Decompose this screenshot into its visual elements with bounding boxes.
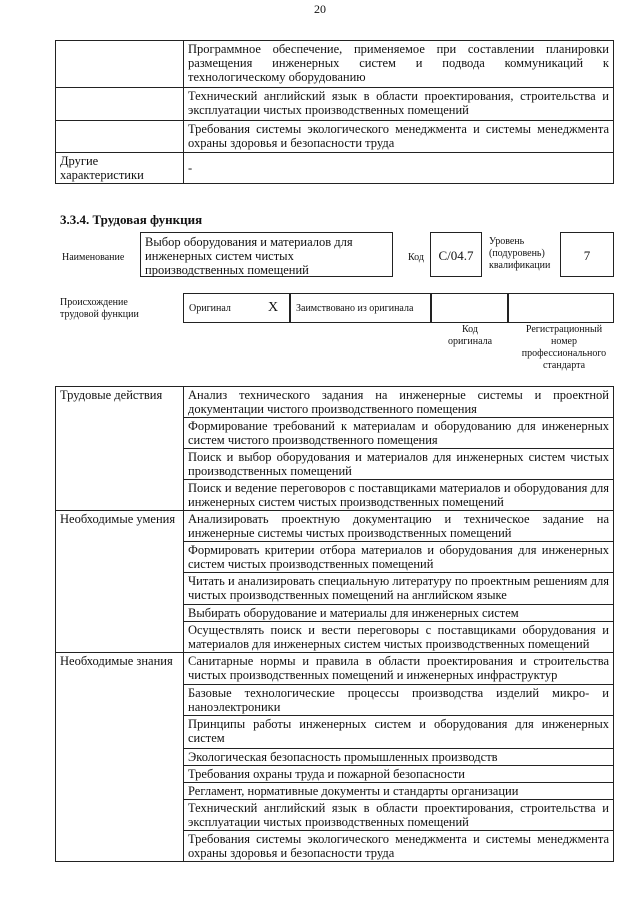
group-item: Санитарные нормы и правила в области проектирования и строительства чистых производственных помещений и инженерных инфраструктур [184, 653, 614, 685]
table-row [56, 653, 614, 685]
origin-label: Происхождение трудовой функции [60, 297, 139, 320]
table-row [56, 41, 614, 88]
top-table [55, 40, 614, 184]
group-item: Выбирать оборудование и материалы для инженерных систем [184, 605, 614, 622]
group-item: Анализ технического задания на инженерные системы и проектной документации чистого производственного помещения [184, 387, 614, 418]
code-caption: Код оригинала [447, 324, 493, 347]
group-item: Требования системы экологического менеджмента и системы менеджмента охраны здоровья и безопасности труда [184, 831, 614, 862]
row-text: - [184, 153, 614, 184]
group-item: Поиск и ведение переговоров с поставщиками материалов и оборудования для инженерных систем чистых производственных помещений [184, 480, 614, 511]
group-item: Регламент, нормативные документы и стандарты организации [184, 783, 614, 800]
row-label [56, 121, 184, 153]
group-item: Базовые технологические процессы производства изделий микро- и наноэлектроники [184, 685, 614, 716]
group-item: Формировать критерии отбора материалов и оборудования для инженерных систем чистых производственных помещений [184, 542, 614, 573]
group-label: Трудовые действия [56, 387, 184, 511]
row-text: Технический английский язык в области проектирования, строительства и эксплуатации чистых производственных помещений [184, 88, 614, 121]
table-row [56, 88, 614, 121]
group-item: Поиск и выбор оборудования и материалов для инженерных систем чистых производственных помещений [184, 449, 614, 480]
table-row [56, 153, 614, 184]
name-label: Наименование [62, 252, 125, 263]
origin-borrowed: Заимствовано из оригинала [296, 303, 414, 314]
function-code: С/04.7 [430, 232, 482, 277]
group-item: Осуществлять поиск и вести переговоры с поставщиками оборудования и материалов для инженерных систем чистых производственных помещений [184, 622, 614, 653]
group-item: Технический английский язык в области проектирования, строительства и эксплуатации чистых производственных помещений [184, 800, 614, 831]
level-value: 7 [560, 232, 614, 277]
group-item: Формирование требований к материалам и оборудованию для инженерных систем чистого производственного помещения [184, 418, 614, 449]
main-table [55, 386, 614, 862]
function-name: Выбор оборудования и материалов для инженерных систем чистых производственных помещений [140, 232, 393, 277]
level-label: Уровень (подуровень) квалификации [489, 236, 551, 271]
row-label [56, 88, 184, 121]
page-number: 20 [314, 2, 326, 16]
group-item: Требования охраны труда и пожарной безопасности [184, 766, 614, 783]
section-heading: 3.3.4. Трудовая функция [60, 212, 203, 227]
group-item: Анализировать проектную документацию и техническое задание на инженерные системы чистых производственных помещений [184, 511, 614, 542]
code-label: Код [408, 252, 424, 263]
row-label: Другие характеристики [56, 153, 184, 184]
reg-caption: Регистрационный номер профессионального стандарта [521, 324, 607, 371]
group-item: Экологическая безопасность промышленных производств [184, 749, 614, 766]
group-label: Необходимые знания [56, 653, 184, 862]
group-item: Читать и анализировать специальную литературу по проектным решениям для чистых производственных помещений на английском языке [184, 573, 614, 605]
row-label [56, 41, 184, 88]
table-row [56, 511, 614, 542]
row-text: Требования системы экологического менеджмента и системы менеджмента охраны здоровья и безопасности труда [184, 121, 614, 153]
row-text: Программное обеспечение, применяемое при составлении планировки размещения инженерных систем и подвода коммуникаций к технологическому оборудованию [184, 41, 614, 88]
origin-mark: X [268, 300, 279, 315]
origin-original: Оригинал [189, 303, 231, 314]
group-item: Принципы работы инженерных систем и оборудования для инженерных систем [184, 716, 614, 749]
table-row [56, 387, 614, 418]
table-row [56, 121, 614, 153]
group-label: Необходимые умения [56, 511, 184, 653]
